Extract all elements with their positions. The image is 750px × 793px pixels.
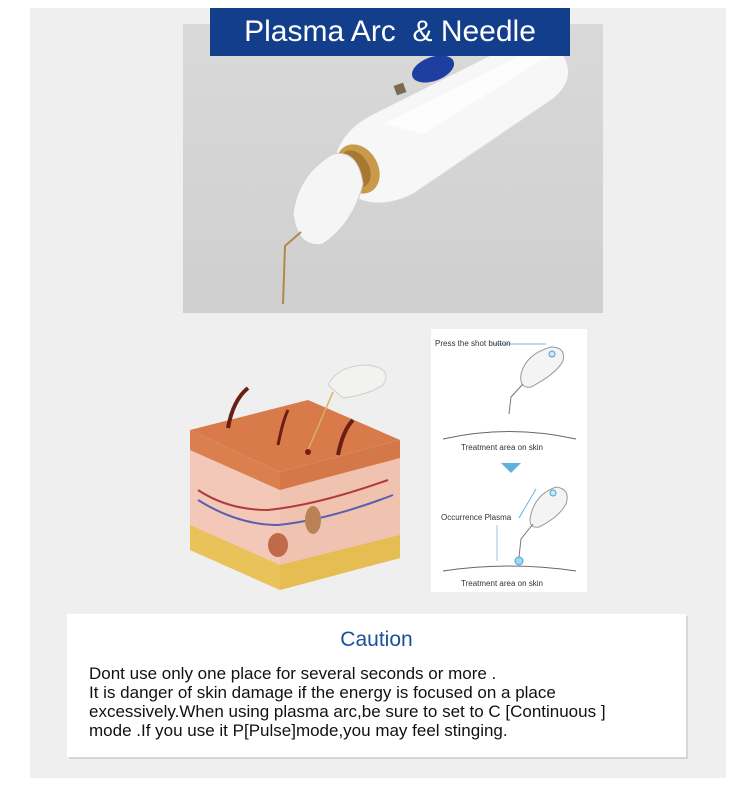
usage-steps-card <box>431 329 587 592</box>
plasma-pen-illustration <box>183 24 603 313</box>
treatment-area-label-2: Treatment area on skin <box>461 579 543 588</box>
treatment-area-label-1: Treatment area on skin <box>461 443 543 452</box>
plasma-pen-photo <box>183 24 603 313</box>
caution-line-2: It is danger of skin damage if the energy is focused on a place <box>89 683 556 702</box>
caution-title: Caution <box>340 628 413 651</box>
caution-line-1: Dont use only one place for several seconds or more . <box>89 664 497 683</box>
press-shot-label: Press the shot button <box>435 339 511 348</box>
page-title-banner: Plasma Arc & Needle <box>210 8 570 56</box>
usage-steps-graphic <box>431 329 587 592</box>
occurrence-plasma-label: Occurrence Plasma <box>441 513 512 522</box>
skin-cross-section-illustration <box>188 360 402 592</box>
caution-line-3: excessively.When using plasma arc,be sure to set to C [Continuous ] <box>89 702 606 721</box>
caution-line-4: mode .If you use it P[Pulse]mode,you may feel stinging. <box>89 721 508 740</box>
skin-layers-graphic <box>188 360 402 592</box>
caution-box <box>67 614 686 757</box>
